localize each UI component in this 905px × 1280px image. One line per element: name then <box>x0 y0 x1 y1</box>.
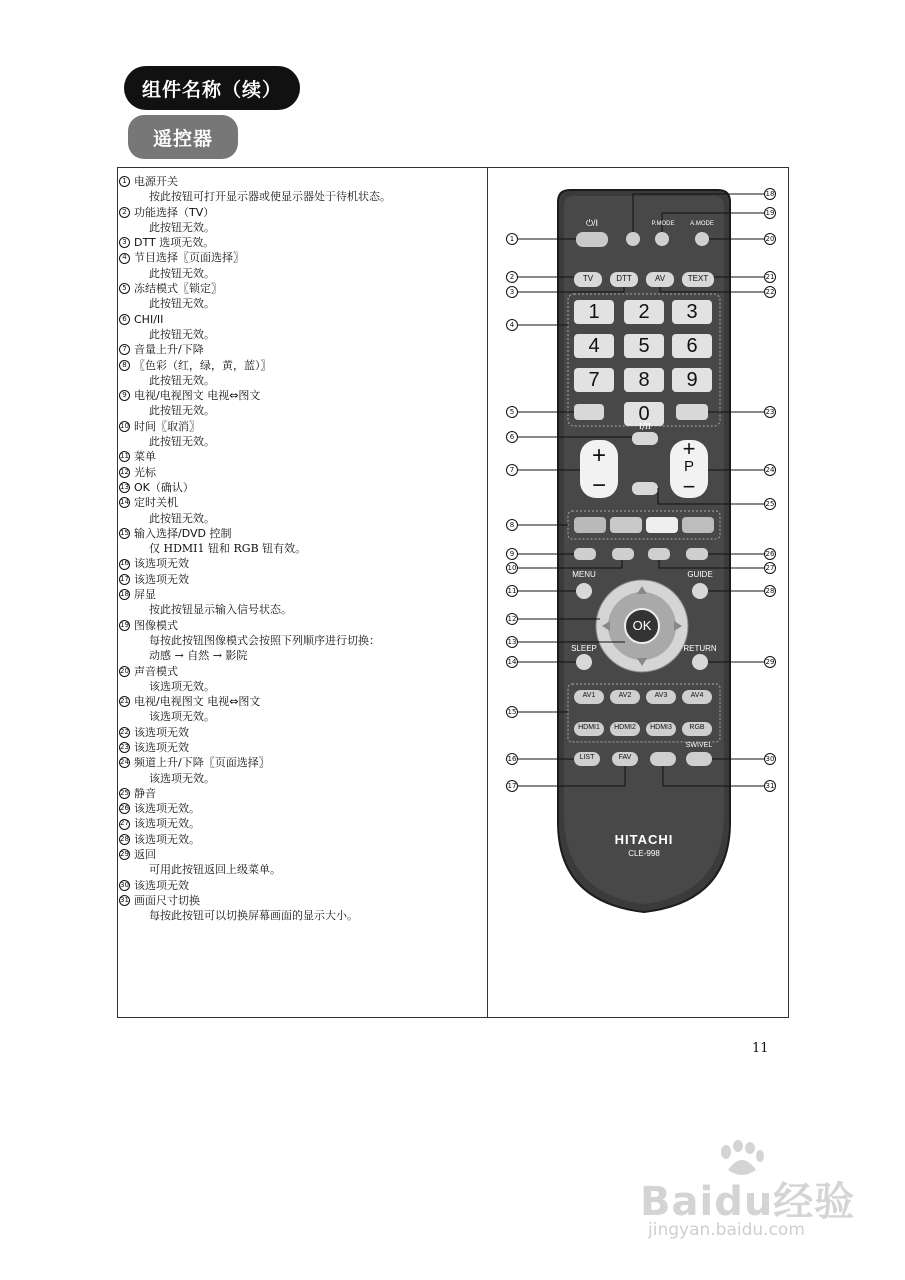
p-mode-label: P.MODE <box>651 221 675 227</box>
item-title: 冻结模式〖锁定〗 <box>134 282 222 296</box>
component-item <box>119 893 483 908</box>
item-number-badge: 23 <box>119 742 130 753</box>
item-title: 电视/电视图文 电视⇔图文 <box>134 389 261 403</box>
component-list <box>119 174 483 924</box>
item-number-badge: 8 <box>119 360 130 371</box>
item-description: 此按钮无效。 <box>149 297 215 311</box>
input-button[interactable]: HDMI3 <box>650 724 672 731</box>
digit-button-1[interactable]: 1 <box>574 300 614 324</box>
av-button[interactable]: AV <box>654 274 666 283</box>
callout-13: 13 <box>507 638 517 646</box>
item-number-badge: 21 <box>119 696 130 707</box>
item-number-badge: 4 <box>119 253 130 264</box>
item-number-badge: 3 <box>119 237 130 248</box>
callout-22: 22 <box>765 288 775 296</box>
callout-12: 12 <box>507 615 517 623</box>
item-number-badge: 28 <box>119 834 130 845</box>
input-button[interactable]: RGB <box>689 724 705 731</box>
component-item <box>119 235 483 250</box>
item-description: 此按钮无效。 <box>149 373 215 387</box>
list-button[interactable]: LIST <box>579 754 595 761</box>
swivel-label: SWIVEL <box>685 742 713 749</box>
power-label: ⏻/I <box>585 218 599 228</box>
component-item <box>119 725 483 740</box>
digit-button-0[interactable]: 0 <box>624 402 664 426</box>
digit-button-4[interactable]: 4 <box>574 334 614 358</box>
item-number-badge: 29 <box>119 849 130 860</box>
section-subtitle: 遥控器 <box>128 115 238 159</box>
callout-25: 25 <box>765 500 775 508</box>
digit-button-5[interactable]: 5 <box>624 334 664 358</box>
item-title: 频道上升/下降〖页面选择〗 <box>134 756 270 770</box>
component-item <box>119 878 483 893</box>
item-number-badge: 5 <box>119 283 130 294</box>
item-title: 返回 <box>134 848 156 862</box>
component-item <box>119 312 483 327</box>
item-number-badge: 6 <box>119 314 130 325</box>
input-button[interactable]: AV3 <box>654 692 668 699</box>
item-description: 此按钮无效。 <box>149 266 215 280</box>
item-title: DTT 选项无效。 <box>134 236 215 250</box>
item-number-badge: 9 <box>119 390 130 401</box>
component-item <box>119 694 483 709</box>
callout-28: 28 <box>765 587 775 595</box>
callout-23: 23 <box>765 408 775 416</box>
item-number-badge: 16 <box>119 559 130 570</box>
callout-7: 7 <box>506 464 518 476</box>
model-label: CLE-998 <box>628 849 660 858</box>
item-description: 此按钮无效。 <box>149 511 215 525</box>
item-description: 此按钮无效。 <box>149 220 215 234</box>
component-item <box>119 480 483 495</box>
remote-control-figure <box>496 182 788 942</box>
digit-button-3[interactable]: 3 <box>672 300 712 324</box>
item-title: 电源开关 <box>134 175 178 188</box>
callout-17: 17 <box>507 782 517 790</box>
item-number-badge: 14 <box>119 497 130 508</box>
item-title: 图像模式 <box>134 618 178 632</box>
callout-30: 30 <box>765 755 775 763</box>
item-title: 光标 <box>134 465 156 479</box>
input-button[interactable]: HDMI1 <box>578 724 600 731</box>
program-down-icon[interactable]: − <box>682 474 696 499</box>
component-item <box>119 816 483 831</box>
item-description: 此按钮无效。 <box>149 327 215 341</box>
ok-button[interactable]: OK <box>632 618 652 633</box>
remote-illustration <box>496 182 788 942</box>
item-title: 定时关机 <box>134 496 178 510</box>
component-item <box>119 358 483 373</box>
item-number-badge: 20 <box>119 666 130 677</box>
item-title: 节目选择〖页面选择〗 <box>134 251 244 265</box>
callout-14: 14 <box>507 658 517 666</box>
item-number-badge: 18 <box>119 589 130 600</box>
program-label: P <box>683 458 694 475</box>
item-number-badge: 12 <box>119 467 130 478</box>
item-description: 此按钮无效。 <box>149 435 215 449</box>
input-button[interactable]: HDMI2 <box>614 724 636 731</box>
guide-label: GUIDE <box>687 570 713 579</box>
component-item <box>119 755 483 770</box>
callout-4: 4 <box>506 319 518 331</box>
component-item <box>119 449 483 464</box>
component-item <box>119 587 483 602</box>
callout-27: 27 <box>765 564 775 572</box>
a-mode-label: A.MODE <box>690 221 714 227</box>
item-number-badge: 1 <box>119 176 130 187</box>
section-title: 组件名称（续） <box>124 66 300 110</box>
item-description: 按此按钮显示输入信号状态。 <box>149 603 292 617</box>
tv-button[interactable]: TV <box>582 274 594 283</box>
item-title: 画面尺寸切换 <box>134 893 200 907</box>
component-item <box>119 786 483 801</box>
item-number-badge: 11 <box>119 451 130 462</box>
digit-button-6[interactable]: 6 <box>672 334 712 358</box>
item-description: 动感 → 自然 → 影院 <box>149 649 248 663</box>
component-item <box>119 465 483 480</box>
item-number-badge: 17 <box>119 574 130 585</box>
menu-label: MENU <box>572 570 596 579</box>
page-number: 11 <box>752 1041 769 1056</box>
component-item <box>119 664 483 679</box>
item-description: 每按此按钮可以切换屏幕画面的显示大小。 <box>149 909 358 923</box>
item-number-badge: 13 <box>119 482 130 493</box>
item-number-badge: 31 <box>119 895 130 906</box>
component-item <box>119 205 483 220</box>
item-title: 该选项无效 <box>134 725 189 739</box>
item-title: 〖色彩（红，绿，黄，蓝）〗 <box>134 358 272 372</box>
callout-16: 16 <box>507 755 517 763</box>
component-item <box>119 740 483 755</box>
input-button[interactable]: AV4 <box>690 692 704 699</box>
callout-10: 10 <box>507 564 517 572</box>
component-item <box>119 342 483 357</box>
text-button[interactable]: TEXT <box>687 274 709 283</box>
callout-6: 6 <box>506 431 518 443</box>
callout-11: 11 <box>507 587 517 595</box>
item-description: 该选项无效。 <box>149 771 215 785</box>
item-title: 功能选择（TV） <box>134 205 215 219</box>
item-number-badge: 30 <box>119 880 130 891</box>
item-title: 音量上升/下降 <box>134 343 204 357</box>
component-item <box>119 801 483 816</box>
component-item <box>119 618 483 633</box>
callout-24: 24 <box>765 466 775 474</box>
item-number-badge: 25 <box>119 788 130 799</box>
callout-26: 26 <box>765 550 775 558</box>
component-item <box>119 526 483 541</box>
item-description: 每按此按钮图像模式会按照下列顺序进行切换： <box>149 633 380 647</box>
brand-logo: HITACHI <box>614 832 674 847</box>
item-number-badge: 2 <box>119 207 130 218</box>
digit-button-7[interactable]: 7 <box>574 368 614 392</box>
component-item <box>119 174 483 189</box>
item-title: 输入选择/DVD 控制 <box>134 526 232 540</box>
component-item <box>119 388 483 403</box>
callout-20: 20 <box>765 235 775 243</box>
callout-31: 31 <box>765 782 775 790</box>
callout-5: 5 <box>506 406 518 418</box>
item-title: 该选项无效 <box>134 740 189 754</box>
input-button[interactable]: AV1 <box>582 692 596 699</box>
item-title: 该选项无效。 <box>134 817 200 831</box>
component-item <box>119 495 483 510</box>
volume-down-icon[interactable]: − <box>591 472 606 499</box>
sleep-label: SLEEP <box>571 644 597 653</box>
item-number-badge: 27 <box>119 819 130 830</box>
component-item <box>119 419 483 434</box>
item-number-badge: 7 <box>119 344 130 355</box>
callout-1: 1 <box>506 233 518 245</box>
digit-button-8[interactable]: 8 <box>624 368 664 392</box>
watermark-logo: Baidu经验 <box>640 1179 856 1225</box>
callout-9: 9 <box>506 548 518 560</box>
item-title: 该选项无效 <box>134 878 189 892</box>
watermark-url: jingyan.baidu.com <box>648 1220 805 1240</box>
item-number-badge: 26 <box>119 803 130 814</box>
component-item <box>119 847 483 862</box>
item-description: 按此按钮可打开显示器或使显示器处于待机状态。 <box>149 190 391 204</box>
item-title: CHI/II <box>134 312 164 326</box>
program-up-icon[interactable]: + <box>682 436 696 461</box>
dtt-button[interactable]: DTT <box>616 274 632 283</box>
callout-2: 2 <box>506 271 518 283</box>
fav-button[interactable]: FAV <box>618 754 632 761</box>
item-description: 此按钮无效。 <box>149 404 215 418</box>
item-number-badge: 22 <box>119 727 130 738</box>
digit-button-9[interactable]: 9 <box>672 368 712 392</box>
item-number-badge: 24 <box>119 757 130 768</box>
item-title: 菜单 <box>134 450 156 464</box>
item-title: 该选项无效 <box>134 557 189 571</box>
item-title: 该选项无效 <box>134 572 189 586</box>
component-item <box>119 556 483 571</box>
component-item <box>119 832 483 847</box>
callout-18: 18 <box>765 190 775 198</box>
item-description: 该选项无效。 <box>149 710 215 724</box>
item-title: 声音模式 <box>134 664 178 678</box>
item-title: 该选项无效。 <box>134 802 200 816</box>
item-title: 时间〖取消〗 <box>134 419 200 433</box>
digit-button-2[interactable]: 2 <box>624 300 664 324</box>
item-description: 该选项无效。 <box>149 679 215 693</box>
callout-19: 19 <box>765 209 775 217</box>
volume-up-icon[interactable]: + <box>591 442 606 469</box>
item-description: 仅 HDMI1 钮和 RGB 钮有效。 <box>149 542 307 556</box>
column-divider <box>487 167 488 1018</box>
callout-15: 15 <box>507 708 517 716</box>
component-item <box>119 250 483 265</box>
item-number-badge: 15 <box>119 528 130 539</box>
item-title: 该选项无效。 <box>134 832 200 846</box>
dual-label: I/II <box>638 422 652 431</box>
callout-29: 29 <box>765 658 775 666</box>
callout-8: 8 <box>506 519 518 531</box>
callout-3: 3 <box>506 286 518 298</box>
item-title: 静音 <box>134 786 156 800</box>
item-title: 电视/电视图文 电视⇔图文 <box>134 695 261 709</box>
item-number-badge: 19 <box>119 620 130 631</box>
component-item <box>119 281 483 296</box>
return-label: RETURN <box>683 644 717 653</box>
input-button[interactable]: AV2 <box>618 692 632 699</box>
item-number-badge: 10 <box>119 421 130 432</box>
callout-21: 21 <box>765 273 775 281</box>
item-description: 可用此按钮返回上级菜单。 <box>149 863 281 877</box>
component-item <box>119 572 483 587</box>
item-title: OK（确认） <box>134 480 194 494</box>
item-title: 屏显 <box>134 588 156 602</box>
